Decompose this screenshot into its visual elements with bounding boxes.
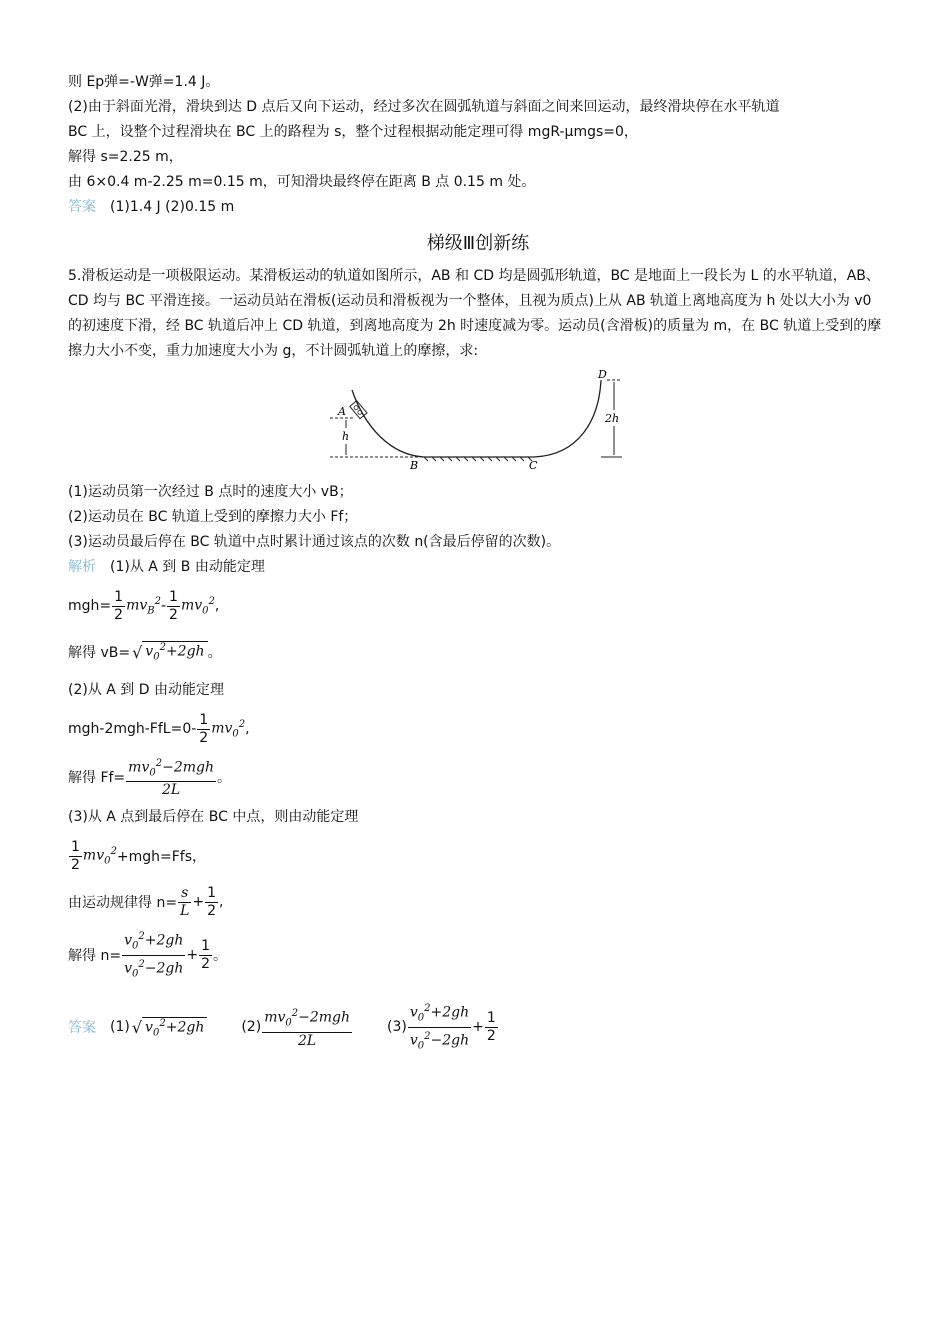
label-A: A	[338, 405, 346, 418]
solution-1-intro-text: (1)从 A 到 B 由动能定理	[110, 559, 265, 575]
track-diagram	[324, 370, 624, 470]
final-answer-3-label: (3)	[387, 1019, 407, 1036]
equation-4: 由运动规律得 n= $\frac{s}{L}$ + $\frac{1}{2}$ ,	[68, 884, 224, 919]
solution-tag: 解析	[68, 559, 96, 575]
answer-text: (1)1.4 J (2)0.15 m	[110, 199, 235, 215]
prev-line-2: (2)由于斜面光滑，滑块到达 D 点后又向下运动，经过多次在圆弧轨道与斜面之间来回运动，最终滑块停在水平轨道	[68, 99, 780, 115]
question-1: (1)运动员第一次经过 B 点时的速度大小 vB；	[68, 484, 353, 500]
result-1: 解得 vB= √ $v_0^2+2gh$ 。	[68, 642, 222, 663]
answer-tag: 答案	[68, 199, 96, 215]
prev-line-4: 解得 s=2.25 m，	[68, 149, 183, 165]
equation-3: $\frac{1}{2}$ $mv_0^2$ +mgh=Ffs，	[71, 838, 206, 873]
final-answers	[68, 1000, 888, 1054]
equation-1: mgh= $\frac{1}{2}$ $mv_B^2$ - $\frac{1}{2}$ $mv_0^2$ ,	[68, 588, 220, 623]
section-title: 梯级Ⅲ创新练	[426, 233, 530, 254]
equation-2: mgh-2mgh-FfL=0- $\frac{1}{2}$ $mv_0^2$ ,	[68, 711, 250, 746]
final-answer-2: (2) $\frac{mv_0^2-2mgh}{2L}$	[241, 1008, 351, 1049]
label-C: C	[529, 459, 538, 470]
solution-2-intro: (2)从 A 到 D 由动能定理	[68, 682, 224, 698]
result-1-prefix: 解得 vB=	[68, 645, 131, 661]
prev-line-1: 则 Ep弹=-W弹=1.4 J。	[68, 74, 220, 90]
equation-4-prefix: 由运动规律得 n=	[68, 895, 178, 912]
solution-3-intro: (3)从 A 点到最后停在 BC 中点，则由动能定理	[68, 809, 359, 826]
final-answer-2-label: (2)	[241, 1019, 262, 1036]
final-answer-3: (3) $\frac{v_0^2+2gh}{v_0^2-2gh}$ + $\frac{1}{2}$	[387, 1000, 499, 1054]
problem-stem: 5.滑板运动是一项极限运动。某滑板运动的轨道如图所示，AB 和 CD 均是圆弧形轨道，BC 是地面上一段长为 L 的水平轨道，AB、CD 均与 BC 平滑连接。一运动员站在滑板(运动员和滑板视为一个整体，且视为质点)上从 AB 轨道上离地高度为 h 处以大小为 v0 的初速度下滑，经 BC 轨道后冲上 CD 轨道，到离地高度为 2h 时速度减为零。运动员(含滑板)的质量为 m，在 BC 轨道上受到的摩擦力大小不变，重力加速度大小为 g，不计圆弧轨道上的摩擦，求:	[68, 268, 882, 359]
equation-1-lhs: mgh=	[68, 598, 112, 614]
final-answer-tag: 答案	[68, 1020, 96, 1037]
document-page	[68, 70, 888, 1054]
result-2-prefix: 解得 Ff=	[68, 770, 126, 787]
prev-answer	[68, 195, 888, 220]
solution-1-intro	[68, 555, 888, 580]
label-h: h	[342, 430, 350, 443]
result-3: 解得 n= $\frac{v_0^2+2gh}{v_0^2-2gh}$ + $\frac{1}{2}$ 。	[68, 928, 888, 982]
label-B: B	[410, 459, 419, 470]
final-answer-1: (1) √ $v_0^2+2gh$	[110, 1017, 207, 1038]
result-2: 解得 Ff= $\frac{mv_0^2-2mgh}{2L}$ 。	[68, 758, 232, 799]
prev-line-5: 由 6×0.4 m-2.25 m=0.15 m，可知滑块最终停在距离 B 点 0.15 m 处。	[68, 174, 536, 190]
prev-line-3: BC 上，设整个过程滑块在 BC 上的路程为 s，整个过程根据动能定理可得 mgR-μmgs=0，	[68, 124, 638, 140]
question-2: (2)运动员在 BC 轨道上受到的摩擦力大小 Ff；	[68, 509, 358, 525]
label-2h: 2h	[605, 412, 620, 425]
equation-2-lhs: mgh-2mgh-FfL=0-	[68, 721, 197, 737]
question-3: (3)运动员最后停在 BC 轨道中点时累计通过该点的次数 n(含最后停留的次数)。	[68, 534, 561, 550]
result-3-prefix: 解得 n=	[68, 948, 122, 965]
label-D: D	[598, 370, 607, 381]
equation-3-tail: +mgh=Ffs，	[116, 849, 206, 866]
final-answer-1-label: (1)	[110, 1019, 130, 1036]
